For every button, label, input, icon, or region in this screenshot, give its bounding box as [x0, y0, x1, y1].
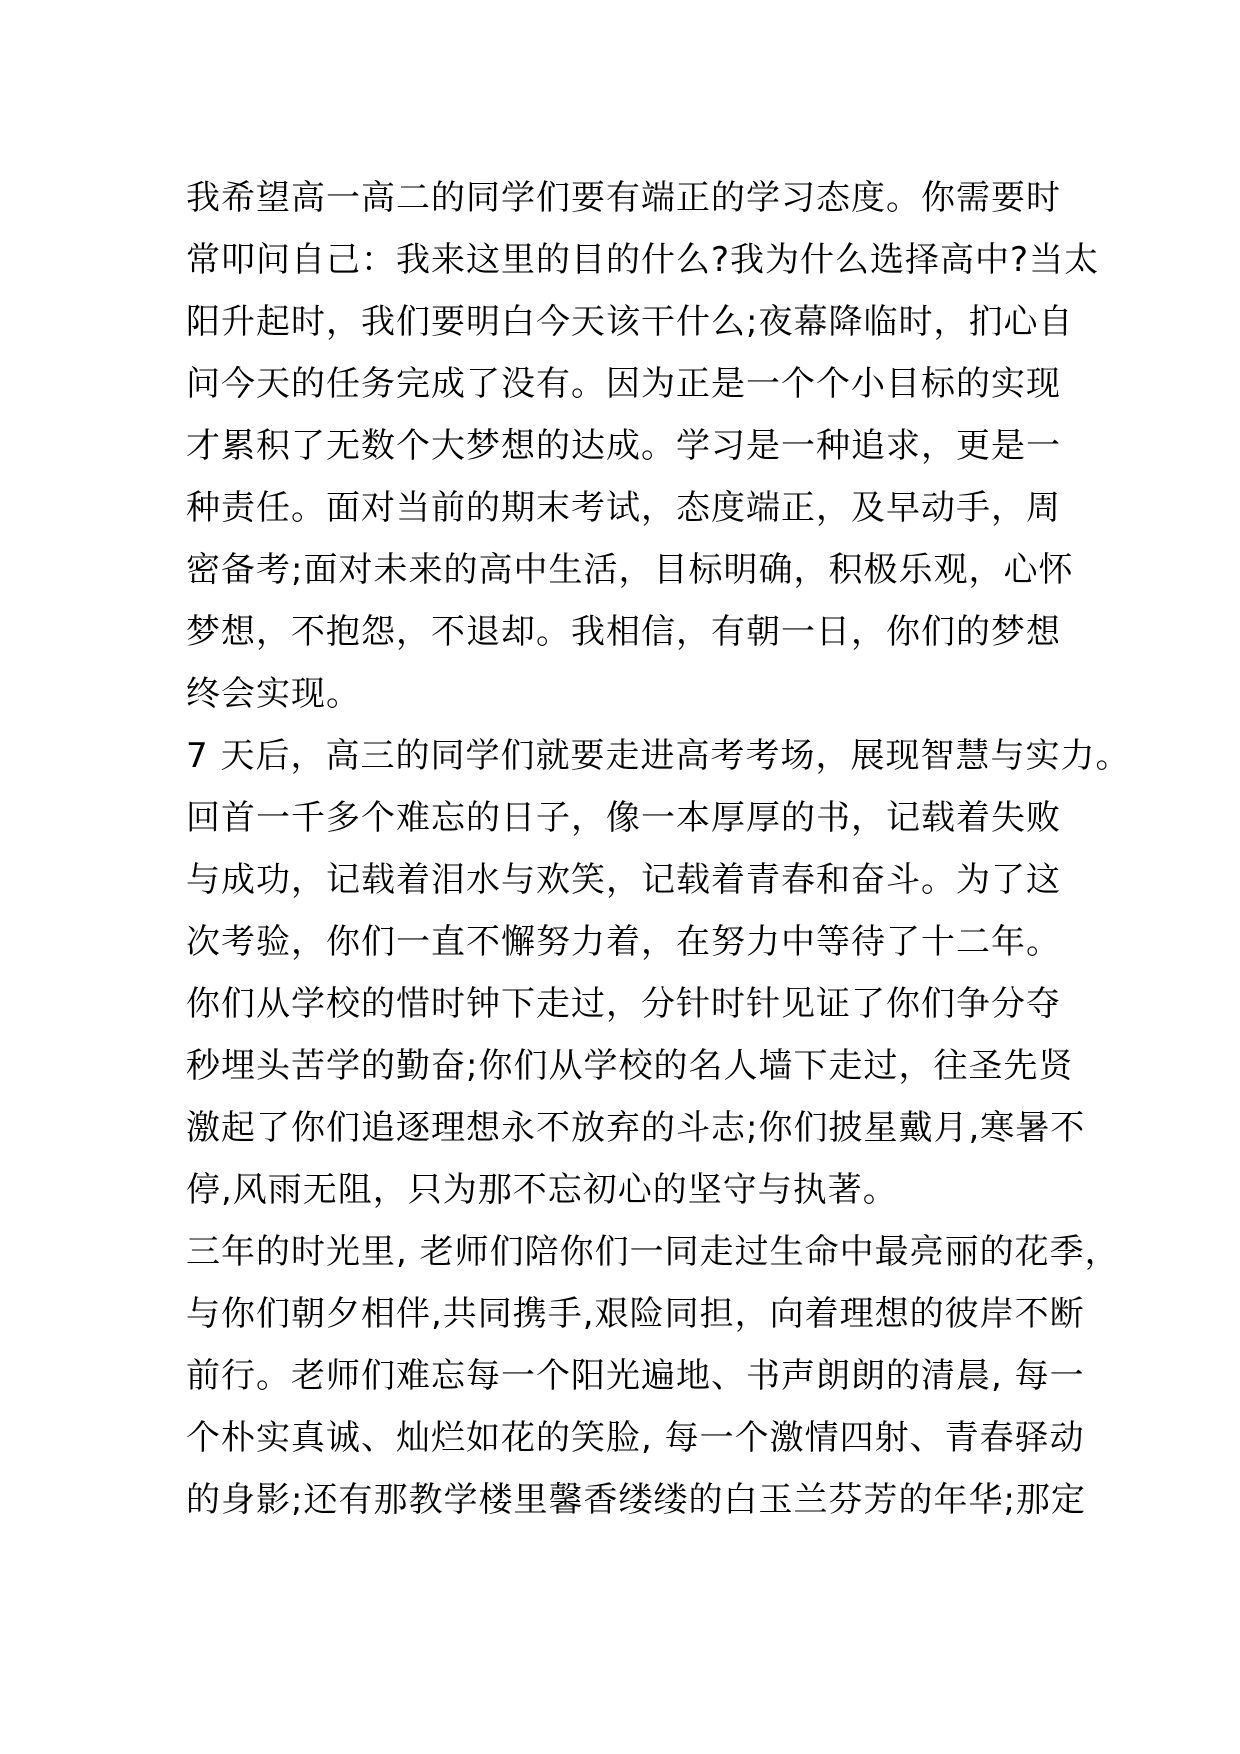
text-line: 与你们朝夕相伴,共同携手,艰险同担，向着理想的彼岸不断	[186, 1294, 1085, 1334]
text-line: 的身影;还有那教学楼里馨香缕缕的白玉兰芬芳的年华;那定	[186, 1480, 1086, 1520]
text-line: 我希望高一高二的同学们要有端正的学习态度。你需要时	[186, 178, 1061, 218]
text-line: 才累积了无数个大梦想的达成。学习是一种追求，更是一	[186, 426, 1061, 466]
text-line: 次考验，你们一直不懈努力着，在努力中等待了十二年。	[186, 922, 1061, 962]
text-line: 回首一千多个难忘的日子，像一本厚厚的书，记载着失败	[186, 798, 1061, 838]
text-line: 梦想，不抱怨，不退却。我相信，有朝一日，你们的梦想	[186, 612, 1061, 652]
text-line: 个朴实真诚、灿烂如花的笑脸, 每一个激情四射、青春驿动	[186, 1418, 1085, 1458]
text-line: 种责任。面对当前的期末考试，态度端正，及早动手，周	[186, 488, 1061, 528]
text-line: 你们从学校的惜时钟下走过，分针时针见证了你们争分夺	[186, 984, 1061, 1024]
text-line: 密备考;面对未来的高中生活，目标明确，积极乐观，心怀	[186, 550, 1074, 590]
text-line: 三年的时光里, 老师们陪你们一同走过生命中最亮丽的花季，	[186, 1232, 1120, 1272]
text-line: 常叩问自己：我来这里的目的什么?我为什么选择高中?当太	[186, 240, 1100, 280]
text-line: 阳升起时，我们要明白今天该干什么;夜幕降临时，扪心自	[186, 302, 1074, 342]
text-line: 7 天后，高三的同学们就要走进高考考场，展现智慧与实力。	[186, 736, 1131, 776]
text-line: 停,风雨无阻，只为那不忘初心的坚守与执著。	[186, 1170, 898, 1210]
text-line: 秒埋头苦学的勤奋;你们从学校的名人墙下走过，往圣先贤	[186, 1046, 1074, 1086]
text-line: 激起了你们追逐理想永不放弃的斗志;你们披星戴月,寒暑不	[186, 1108, 1086, 1148]
text-line: 与成功，记载着泪水与欢笑，记载着青春和奋斗。为了这	[186, 860, 1061, 900]
text-line: 问今天的任务完成了没有。因为正是一个个小目标的实现	[186, 364, 1061, 404]
text-line: 前行。老师们难忘每一个阳光遍地、书声朗朗的清晨, 每一	[186, 1356, 1085, 1396]
text-line: 终会实现。	[186, 674, 361, 714]
body-text	[186, 167, 1131, 1531]
